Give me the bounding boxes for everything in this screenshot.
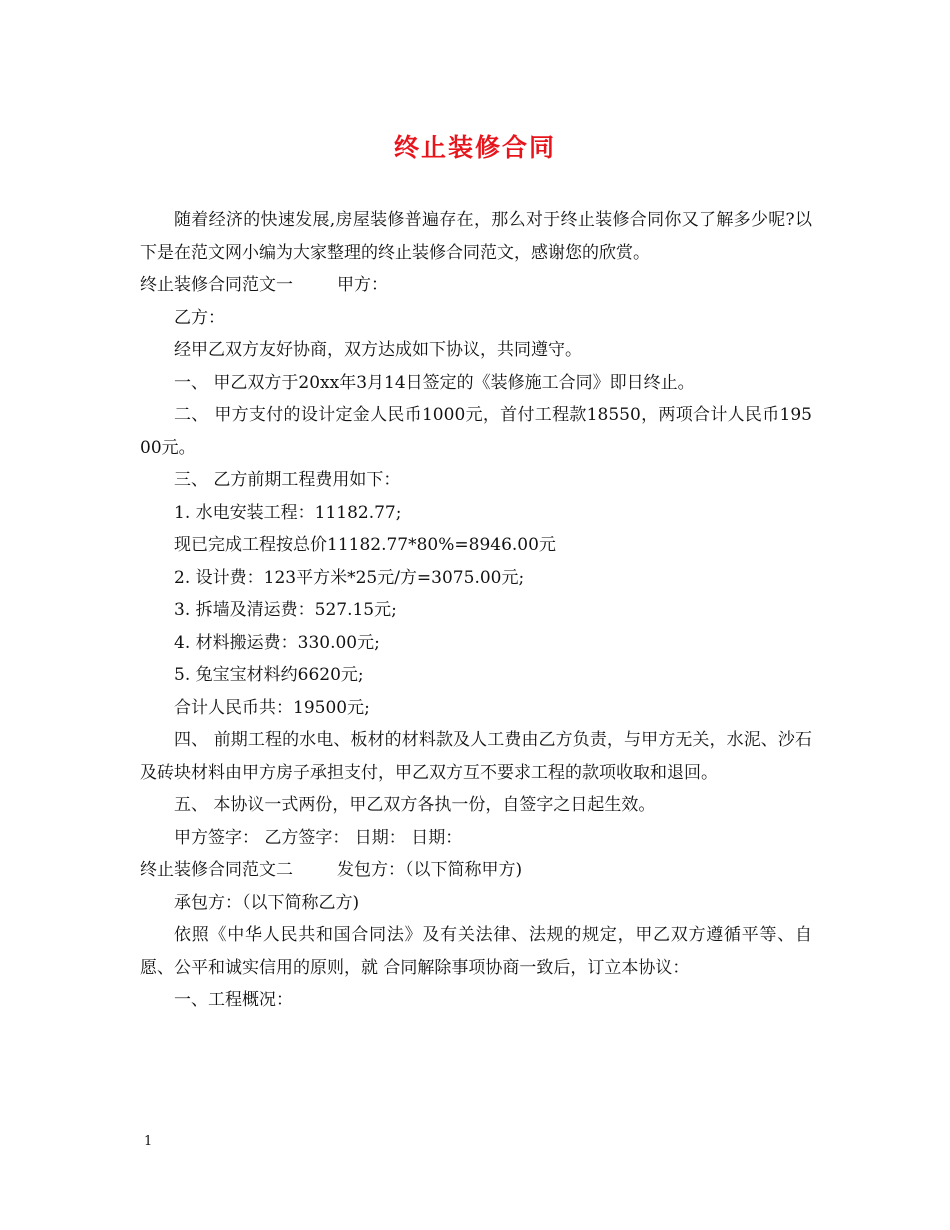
- sample1-heading: 终止装修合同范文一: [140, 275, 293, 295]
- document-body: [140, 204, 812, 1017]
- clause-4: 四、 前期工程的水电、板材的材料款及人工费由乙方负责，与甲方无关，水泥、沙石及砖块材料由甲方房子承担支付，甲乙双方互不要求工程的款项收取和退回。: [140, 730, 812, 783]
- sample1-party-a: 甲方：: [337, 275, 388, 295]
- sample1-heading-line: [140, 269, 812, 302]
- document-title: 终止装修合同: [393, 133, 556, 162]
- fee-total: 合计人民币共：19500元;: [174, 697, 370, 718]
- signature-line: 甲方签字： 乙方签字： 日期： 日期：: [174, 827, 463, 848]
- sample2-heading: 终止装修合同范文二: [140, 860, 293, 880]
- fee-item-2: 2. 设计费：123平方米*25元/方=3075.00元;: [174, 567, 525, 588]
- agreement-intro: 经甲乙双方友好协商，双方达成如下协议，共同遵守。: [174, 340, 582, 360]
- fee-item-1: 1. 水电安装工程：11182.77;: [174, 502, 402, 523]
- clause-5: 五、 本协议一式两份，甲乙双方各执一份，自签字之日起生效。: [174, 795, 656, 815]
- sample1-party-b: 乙方：: [174, 307, 225, 328]
- sample2-section-1: 一、工程概况：: [174, 990, 293, 1010]
- intro-paragraph: 随着经济的快速发展,房屋装修普遍存在，那么对于终止装修合同你又了解多少呢?以下是在范文网小编为大家整理的终止装修合同范文，感谢您的欣赏。: [140, 210, 812, 263]
- clause-3: 三、 乙方前期工程费用如下：: [174, 470, 401, 490]
- sample2-subcontractor: 承包方：（以下简称乙方): [174, 892, 360, 913]
- sample2-heading-line: [140, 854, 812, 887]
- clause-2: 二、 甲方支付的设计定金人民币1000元，首付工程款18550，两项合计人民币19500元。: [140, 405, 812, 458]
- clause-1: 一、 甲乙双方于20xx年3月14日签定的《装修施工合同》即日终止。: [174, 372, 695, 393]
- sample2-basis: 依照《中华人民共和国合同法》及有关法律、法规的规定，甲乙双方遵循平等、自愿、公平和诚实信用的原则，就 合同解除事项协商一致后，订立本协议：: [140, 925, 812, 978]
- fee-item-1-note: 现已完成工程按总价11182.77*80%=8946.00元: [174, 535, 556, 555]
- sample2-contractor: 发包方：（以下简称甲方): [337, 860, 523, 880]
- fee-item-5: 5. 兔宝宝材料约6620元;: [174, 665, 364, 685]
- fee-item-4: 4. 材料搬运费：330.00元;: [174, 632, 380, 653]
- page-number: 1: [144, 1134, 153, 1149]
- fee-item-3: 3. 拆墙及清运费：527.15元;: [174, 600, 397, 620]
